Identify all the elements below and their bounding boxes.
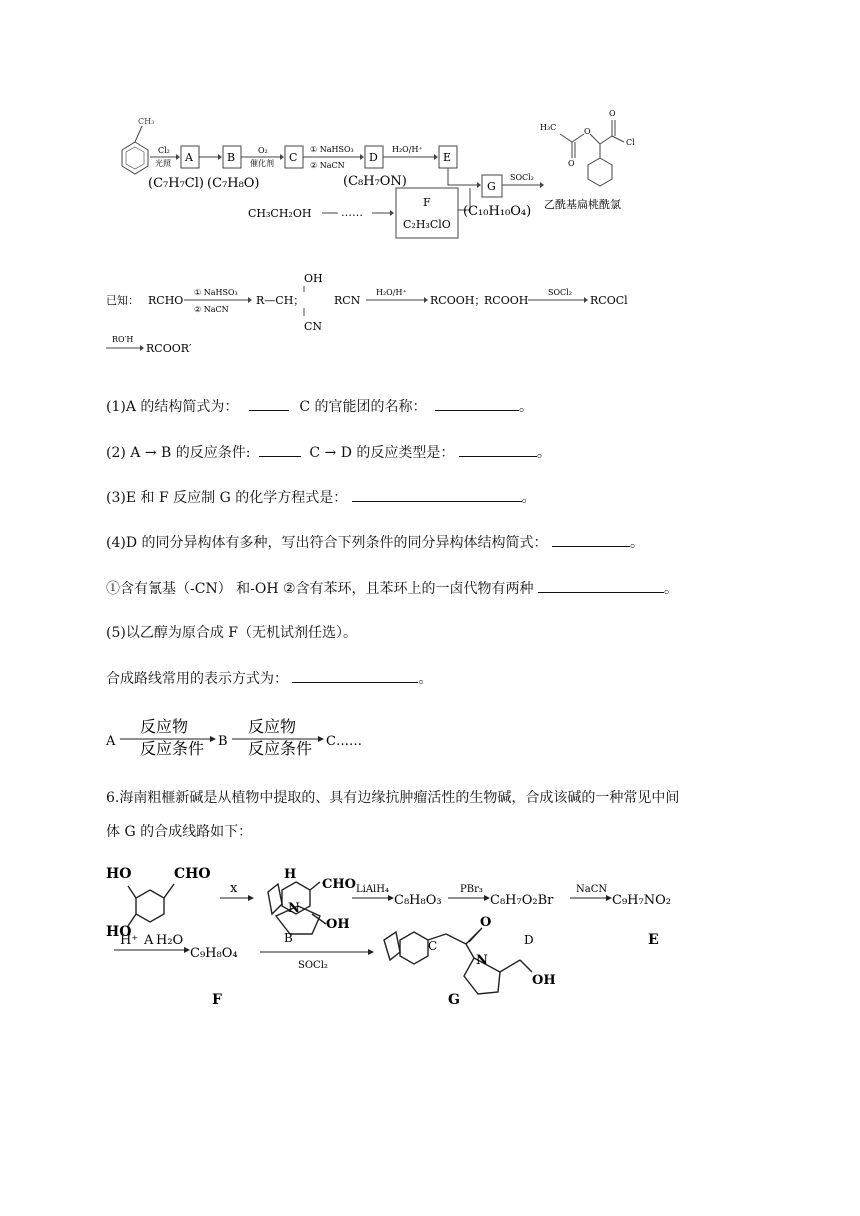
known-rcooh2: RCOOH [484, 294, 529, 307]
s2-n2: N [476, 953, 488, 968]
s2-cho2: CHO [322, 877, 356, 892]
known-reactions [100, 262, 660, 362]
known-r4-top: RO′H [112, 335, 134, 344]
s2-formula-4: C₉H₈O₄ [190, 946, 238, 961]
q6-line1: 6.海南粗榧新碱是从植物中提取的、具有边缘抗肿瘤活性的生物碱，合成该碱的一种常见中间 [106, 790, 680, 806]
toluene-structure [122, 126, 148, 174]
formula-b: (C₇H₈O) [207, 176, 260, 191]
step4-condition: ② NaCN [310, 161, 345, 170]
box-g-label: G [487, 180, 496, 193]
s2-pbr3: PBr₃ [460, 884, 483, 895]
q1-part-b: C 的官能团的名称： [299, 399, 427, 415]
q2-end: 。 [536, 445, 551, 461]
s2-n: N [288, 901, 300, 916]
s2-h: H [284, 867, 297, 882]
q2-blank-b[interactable] [459, 442, 537, 457]
s2-o: O [480, 915, 492, 930]
box-a-label: A [185, 151, 193, 164]
q3-end: 。 [521, 490, 536, 506]
box-e-label: E [443, 151, 452, 164]
known-rcocl: RCOCl [590, 294, 628, 307]
known-r3-top: SOCl₂ [548, 288, 572, 297]
known-r1-top: ① NaHSO₃ [194, 288, 238, 297]
known-rcn: RCN [334, 294, 361, 307]
q5-text: (5)以乙醇为原合成 F（无机试剂任选）。 [106, 625, 357, 641]
question-1 [106, 396, 533, 417]
q2-part-a: (2) A → B 的反应条件: [106, 445, 251, 461]
q1-blank-b[interactable] [435, 396, 519, 411]
q1-part-a: (1)A 的结构简式为： [106, 399, 239, 415]
route-c: C…… [326, 734, 362, 749]
route-bottom-1: 反应条件 [140, 739, 205, 758]
s2-formula-1: C₈H₈O₃ [394, 893, 442, 908]
step5-reagent: H₂O/H⁺ [392, 145, 423, 154]
product-o-carbonyl1: O [568, 159, 575, 168]
ethanol-dots: …… [341, 206, 363, 219]
s2-formula-3: C₉H₇NO₂ [612, 893, 671, 908]
route-top-1: 反应物 [140, 717, 189, 736]
s2-c-label: C [428, 939, 438, 953]
known-prefix: 已知： [106, 294, 139, 307]
dihydroxybenzaldehyde-structure [128, 884, 174, 926]
known-rcoor: RCOOR′ [146, 342, 192, 355]
route-top-2: 反应物 [248, 717, 297, 736]
q4-conditions-end: 。 [664, 581, 679, 597]
step1-condition: 光照 [155, 159, 171, 168]
s2-formula-2: C₈H₇O₂Br [490, 893, 554, 908]
route-text: 合成路线常用的表示方式为： [106, 671, 288, 687]
s2-e-label: E [648, 932, 659, 948]
question-5 [106, 623, 357, 643]
s2-oh: OH [326, 917, 350, 932]
known-r-ch: R—CH； [256, 294, 305, 307]
step4-reagent: ① NaHSO₃ [310, 145, 354, 154]
route-diagram [100, 708, 400, 760]
q4-part-a: (4)D 的同分异构体有多种，写出符合下列条件的同分异构体结构简式： [106, 535, 548, 551]
q6-line2: 体 G 的合成线路如下： [106, 824, 253, 840]
q4-blank[interactable] [552, 532, 630, 547]
product-structure [560, 120, 624, 186]
step1-reagent: Cl₂ [158, 146, 170, 155]
s2-a-label: A [144, 933, 154, 948]
s2-g-label: G [448, 992, 460, 1008]
q2-blank-a[interactable] [259, 442, 301, 457]
formula-d: (C₈H₇ON) [343, 174, 407, 189]
s2-ho-top: HO [106, 866, 132, 882]
box-b-label: B [227, 151, 236, 164]
q4-conditions-text: ①含有氰基（-CN） 和-OH ②含有苯环，且苯环上的一卤代物有两种 [106, 581, 534, 597]
scheme-2-diagram [100, 852, 700, 1012]
s2-oh2: OH [532, 973, 556, 988]
step3-reagent: O₂ [258, 146, 268, 155]
question-4-conditions [106, 578, 678, 599]
s2-reagent-x: x [230, 881, 238, 896]
s2-f-label: F [212, 992, 222, 1008]
step3-condition: 催化剂 [250, 159, 274, 168]
question-2 [106, 442, 551, 463]
q3-blank[interactable] [352, 487, 522, 502]
step-g-reagent: SOCl₂ [510, 173, 534, 182]
question-4 [106, 532, 644, 553]
s2-h2o: H₂O [156, 933, 184, 948]
q4-conditions-blank[interactable] [538, 578, 664, 593]
known-r1-bottom: ② NaCN [194, 305, 229, 314]
formula-a: (C₇H₇Cl) [148, 176, 204, 191]
formula-g: (C₁₀H₁₀O₄) [463, 204, 532, 219]
route-bottom-2: 反应条件 [248, 739, 313, 758]
product-cl: Cl [626, 138, 635, 147]
compound-g-structure [384, 928, 532, 994]
s2-lialh4: LiAlH₄ [356, 884, 389, 895]
product-h3c: H₃C [540, 123, 557, 132]
route-b: B [218, 734, 228, 749]
s2-cho: CHO [174, 866, 211, 882]
question-6-line-1 [106, 788, 679, 808]
product-name: 乙酰基扁桃酰氯 [544, 198, 621, 211]
s2-socl2: SOCl₂ [298, 960, 328, 971]
route-blank[interactable] [292, 668, 418, 683]
known-r2-top: H₂O/H⁺ [376, 288, 407, 297]
s2-nacn: NaCN [576, 884, 608, 895]
s2-b: B [284, 931, 293, 945]
known-oh: OH [304, 272, 323, 285]
s2-ho-bottom: HO [106, 924, 132, 940]
q1-end: 。 [518, 399, 533, 415]
q4-end: 。 [629, 535, 644, 551]
known-cn: CN [304, 320, 323, 333]
box-d-label: D [369, 151, 378, 164]
ethanol-label: CH₃CH₂OH [248, 207, 312, 220]
route-end: 。 [418, 671, 433, 687]
scheme-1-diagram [100, 100, 660, 250]
known-rcooh1: RCOOH； [430, 294, 486, 307]
question-3 [106, 487, 536, 508]
toluene-ch3: CH₃ [138, 117, 155, 126]
product-o-carbonyl2: O [609, 109, 616, 118]
q2-part-b: C → D 的反应类型是： [309, 445, 455, 461]
s2-h-plus: H⁺ [120, 933, 139, 948]
question-6-line-2 [106, 822, 252, 842]
known-rcho: RCHO [148, 294, 184, 307]
s2-d-label: D [524, 933, 534, 947]
route-a: A [106, 734, 116, 749]
box-f-label: F [423, 196, 431, 209]
product-o-ester: O [584, 127, 591, 136]
box-c-label: C [289, 151, 298, 164]
q1-blank-a[interactable] [249, 396, 289, 411]
route-format [106, 668, 432, 689]
formula-f: C₂H₃ClO [403, 218, 451, 231]
q3-part-a: (3)E 和 F 反应制 G 的化学方程式是： [106, 490, 348, 506]
